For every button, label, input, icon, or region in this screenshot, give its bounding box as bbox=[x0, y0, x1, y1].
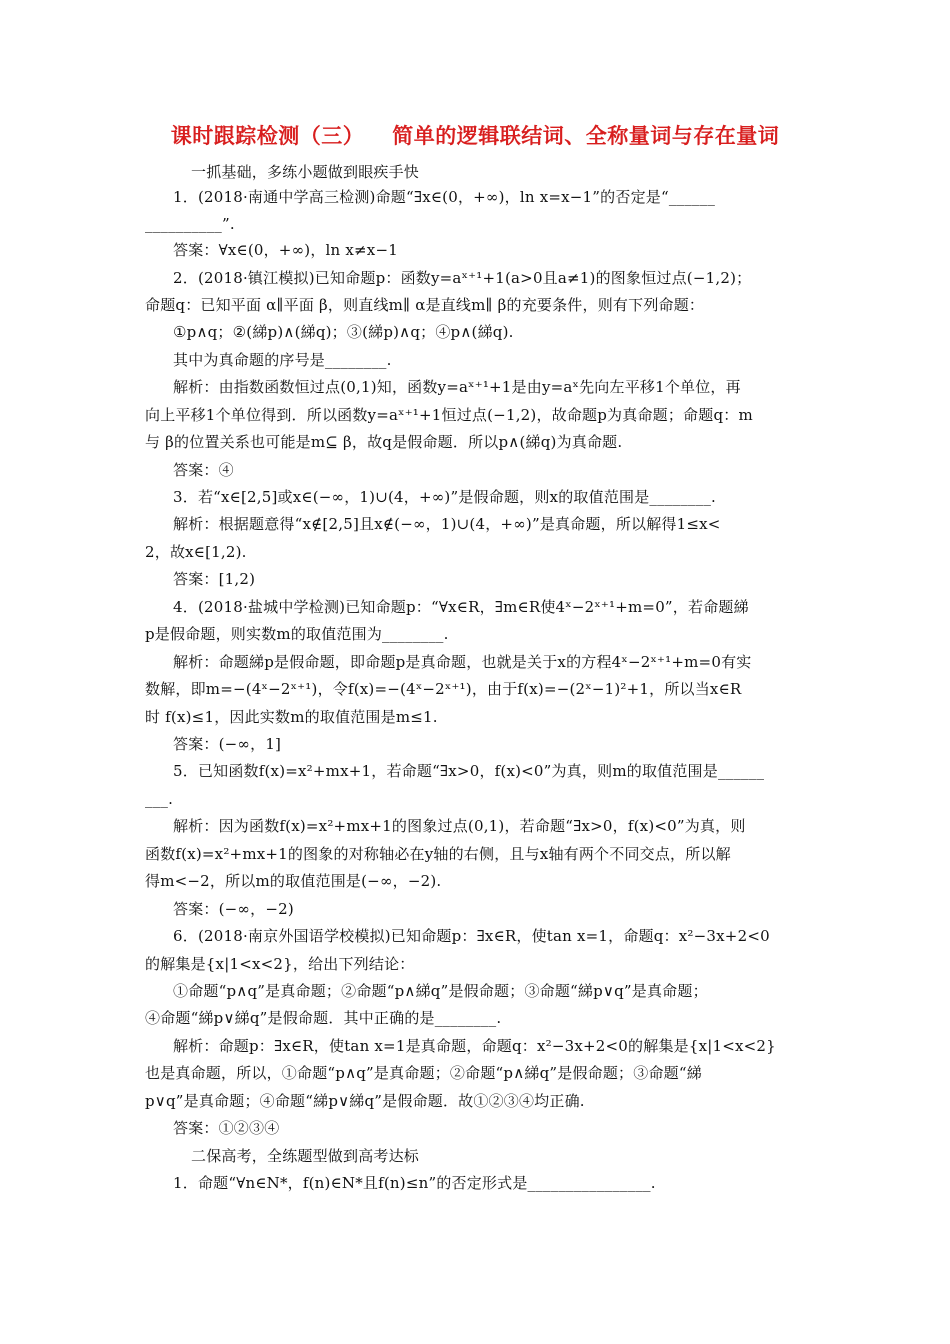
title-part-1: 课时跟踪检测（三） bbox=[170, 124, 365, 148]
text-line: 1．(2018·南通中学高三检测)命题“∃x∈(0，+∞)，ln x=x−1”的否定是“______ bbox=[173, 188, 716, 206]
text-line: 也是真命题，所以，①命题“p∧q”是真命题；②命题“p∧綈q”是假命题；③命题“綈 bbox=[145, 1064, 702, 1082]
title-part-2: 简单的逻辑联结词、全称量词与存在量词 bbox=[392, 124, 780, 148]
text-line: 向上平移1个单位得到．所以函数y=aˣ⁺¹+1恒过点(−1,2)，故命题p为真命题；命题q：m bbox=[145, 406, 753, 424]
text-line: 解析：命题綈p是假命题，即命题p是真命题，也就是关于x的方程4ˣ−2ˣ⁺¹+m=0有实 bbox=[173, 653, 752, 671]
text-line: 答案：①②③④ bbox=[173, 1119, 280, 1137]
text-line: p∨q”是真命题；④命题“綈p∨綈q”是假命题．故①②③④均正确. bbox=[145, 1092, 585, 1110]
text-line: 命题q：已知平面 α∥平面 β，则直线m∥ α是直线m∥ β的充要条件，则有下列命题： bbox=[145, 296, 705, 314]
text-line: 解析：根据题意得“x∉[2,5]且x∉(−∞，1)∪(4，+∞)”是真命题，所以解得1≤x< bbox=[173, 515, 721, 533]
text-line: 与 β的位置关系也可能是m⊆ β，故q是假命题．所以p∧(綈q)为真命题. bbox=[145, 433, 623, 451]
text-line: 得m<−2，所以m的取值范围是(−∞，−2). bbox=[145, 872, 442, 890]
page-title bbox=[0, 120, 950, 150]
text-line: 3．若“x∈[2,5]或x∈(−∞，1)∪(4，+∞)”是假命题，则x的取值范围是________. bbox=[173, 488, 716, 506]
text-line: 数解，即m=−(4ˣ−2ˣ⁺¹)，令f(x)=−(4ˣ−2ˣ⁺¹)，由于f(x)=−(2ˣ−1)²+1，所以当x∈R bbox=[145, 680, 742, 698]
text-line: 6．(2018·南京外国语学校模拟)已知命题p：∃x∈R，使tan x=1，命题q：x²−3x+2<0 bbox=[173, 927, 770, 945]
text-line: ④命题“綈p∨綈q”是假命题．其中正确的是________. bbox=[145, 1009, 502, 1027]
text-line: 答案：∀x∈(0，+∞)，ln x≠x−1 bbox=[173, 241, 398, 259]
text-line: 其中为真命题的序号是________. bbox=[173, 351, 392, 369]
text-line: 解析：因为函数f(x)=x²+mx+1的图象过点(0,1)，若命题“∃x>0，f(x)<0”为真，则 bbox=[173, 817, 746, 835]
text-line: 的解集是{x|1<x<2}，给出下列结论： bbox=[145, 955, 415, 973]
text-line: 二保高考，全练题型做到高考达标 bbox=[191, 1147, 420, 1165]
text-line: 解析：由指数函数恒过点(0,1)知，函数y=aˣ⁺¹+1是由y=aˣ先向左平移1个单位，再 bbox=[173, 378, 741, 396]
text-line: 函数f(x)=x²+mx+1的图象的对称轴必在y轴的右侧，且与x轴有两个不同交点，所以解 bbox=[145, 845, 731, 863]
text-line: p是假命题，则实数m的取值范围为________. bbox=[145, 625, 449, 643]
text-line: 4．(2018·盐城中学检测)已知命题p：“∀x∈R，∃m∈R使4ˣ−2ˣ⁺¹+m=0”，若命题綈 bbox=[173, 598, 749, 616]
text-line: 解析：命题p：∃x∈R，使tan x=1是真命题，命题q：x²−3x+2<0的解集是{x|1<x<2} bbox=[173, 1037, 776, 1055]
text-line: 1．命题“∀n∈N*，f(n)∈N*且f(n)≤n”的否定形式是________________. bbox=[173, 1174, 656, 1192]
text-line: 答案：(−∞，1] bbox=[173, 735, 282, 753]
text-line: __________”. bbox=[145, 215, 235, 233]
text-line: 2，故x∈[1,2). bbox=[145, 543, 247, 561]
text-line: 2．(2018·镇江模拟)已知命题p：函数y=aˣ⁺¹+1(a>0且a≠1)的图象恒过点(−1,2)； bbox=[173, 269, 752, 287]
text-line: ①p∧q；②(綈p)∧(綈q)；③(綈p)∧q；④p∧(綈q). bbox=[173, 323, 514, 341]
text-line: 一抓基础，多练小题做到眼疾手快 bbox=[191, 163, 420, 181]
text-line: 答案：[1,2) bbox=[173, 570, 256, 588]
text-line: ___. bbox=[145, 790, 174, 808]
text-line: ①命题“p∧q”是真命题；②命题“p∧綈q”是假命题；③命题“綈p∨q”是真命题； bbox=[173, 982, 708, 1000]
text-line: 时 f(x)≤1，因此实数m的取值范围是m≤1. bbox=[145, 708, 438, 726]
text-line: 答案：④ bbox=[173, 461, 234, 479]
text-line: 5．已知函数f(x)=x²+mx+1，若命题“∃x>0，f(x)<0”为真，则m的取值范围是______ bbox=[173, 762, 765, 780]
text-line: 答案：(−∞，−2) bbox=[173, 900, 294, 918]
